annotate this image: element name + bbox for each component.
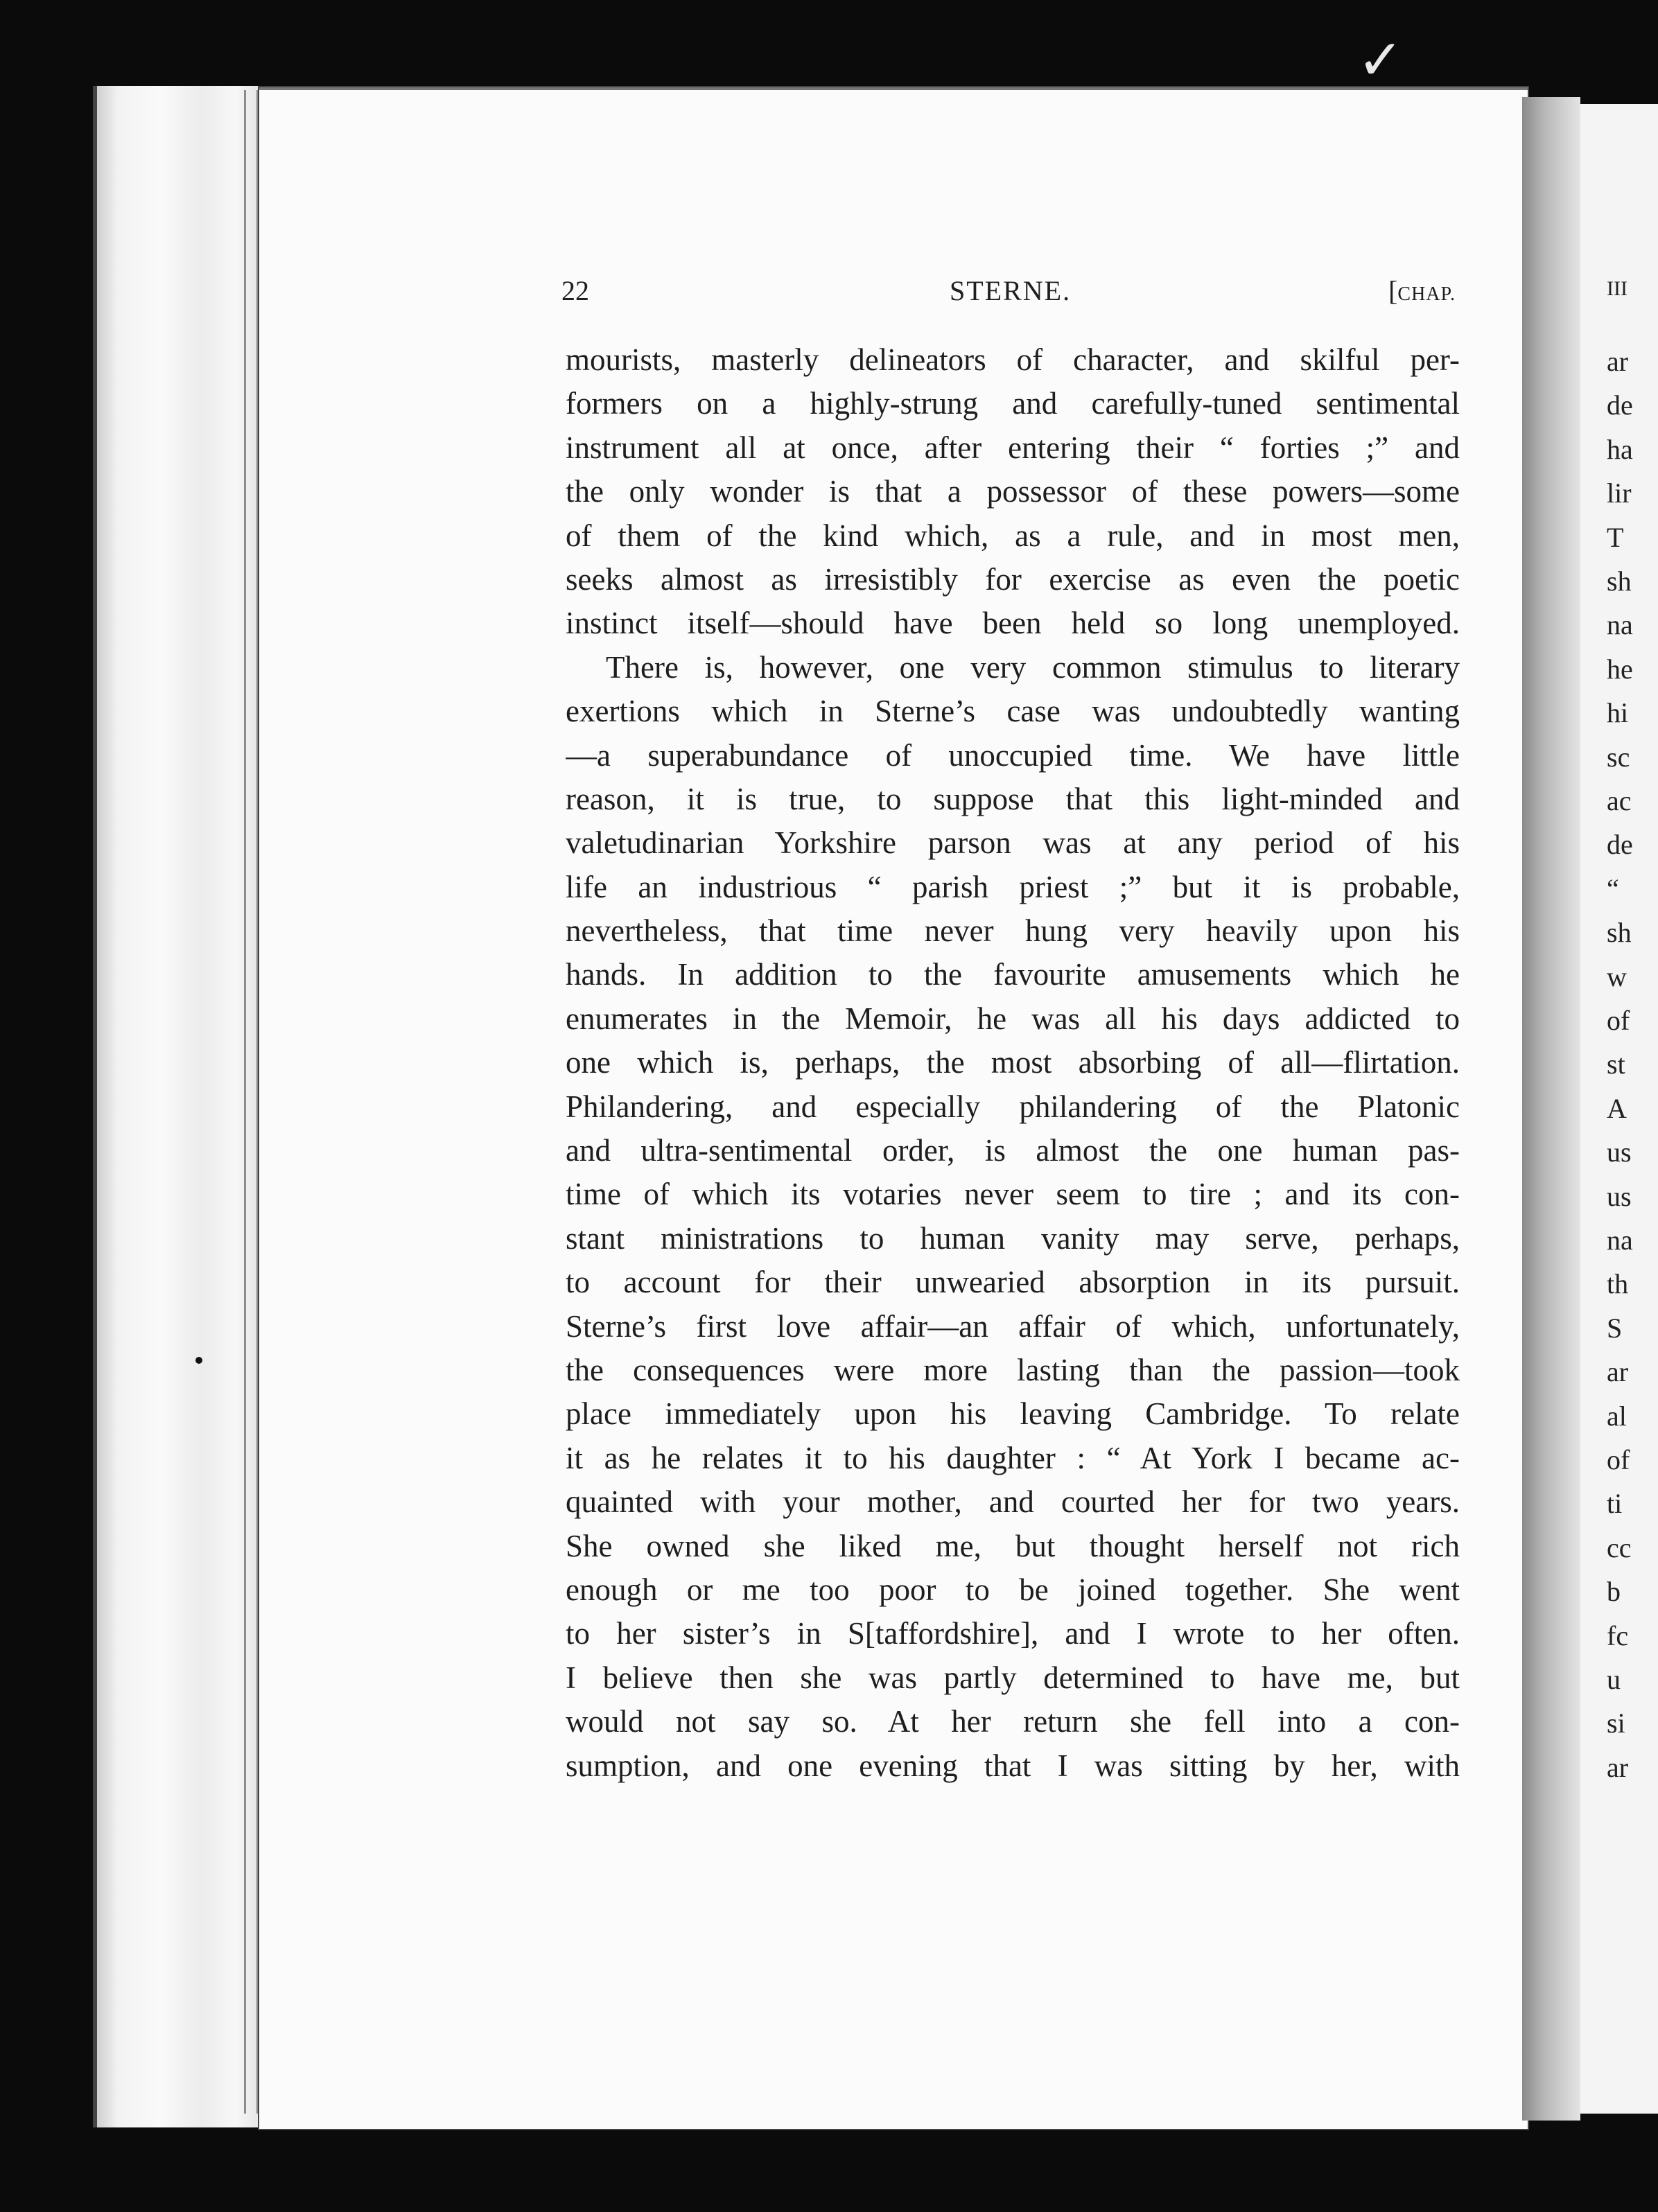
facing-page-fragment: “	[1607, 872, 1619, 904]
facing-page-header: III	[1607, 277, 1628, 300]
text-line: instrument all at once, after entering their “ forties ;” and	[566, 430, 1460, 465]
facing-page-fragment: cc	[1607, 1531, 1632, 1563]
facing-page-fragment: th	[1607, 1268, 1629, 1300]
text-line: I believe then she was partly determined to have me, but	[566, 1660, 1460, 1695]
text-line: mourists, masterly delineators of character, and skilful per-	[566, 342, 1460, 377]
page-edge-line	[256, 90, 259, 2114]
facing-page-fragment: na	[1607, 1224, 1633, 1256]
facing-page-fragment: ar	[1607, 1356, 1629, 1388]
text-line: stant ministrations to human vanity may serve, perhaps,	[566, 1220, 1460, 1256]
text-line: valetudinarian Yorkshire parson was at any period of his	[566, 825, 1460, 861]
text-line: Sterne’s first love affair—an affair of which, unfortunately,	[566, 1308, 1460, 1344]
text-line: She owned she liked me, but thought herself not rich	[566, 1528, 1460, 1563]
running-head	[561, 274, 1456, 313]
body-text	[566, 338, 1460, 1788]
text-line: exertions which in Sterne’s case was undoubtedly wanting	[566, 694, 1460, 729]
speck	[195, 1357, 202, 1364]
facing-page-fragment: T	[1607, 521, 1624, 553]
text-line: the consequences were more lasting than the passion—took	[566, 1352, 1460, 1387]
facing-page-fragment: ac	[1607, 785, 1632, 816]
facing-page-fragment: S	[1607, 1312, 1623, 1344]
facing-page-fragment: sh	[1607, 917, 1632, 949]
facing-page-fragment: of	[1607, 1444, 1630, 1475]
text-line: —a superabundance of unoccupied time. We have little	[566, 737, 1460, 773]
facing-page-fragment: b	[1607, 1576, 1621, 1608]
text-line: reason, it is true, to suppose that this light-minded and	[566, 781, 1460, 816]
facing-page-fragment: ti	[1607, 1488, 1623, 1520]
text-line: instinct itself—should have been held so long unemployed.	[566, 606, 1460, 641]
text-line: enough or me too poor to be joined together. She went	[566, 1572, 1460, 1607]
page-edge-line	[244, 90, 246, 2114]
facing-page-fragment: si	[1607, 1708, 1625, 1739]
facing-page-fragment: he	[1607, 653, 1633, 685]
text-line: seeks almost as irresistibly for exercise as even the poetic	[566, 561, 1460, 597]
facing-page-fragment: of	[1607, 1005, 1630, 1036]
facing-page-fragment: us	[1607, 1180, 1632, 1212]
facing-page-fragment: u	[1607, 1664, 1621, 1695]
text-line: it as he relates it to his daughter : “ At York I became ac-	[566, 1440, 1460, 1475]
text-line: the only wonder is that a possessor of these powers—some	[566, 474, 1460, 509]
text-line: life an industrious “ parish priest ;” but it is probable,	[566, 869, 1460, 904]
running-title: STERNE.	[950, 275, 1072, 306]
text-line: formers on a highly-strung and carefully-tuned sentimental	[566, 386, 1460, 421]
text-line: of them of the kind which, as a rule, and in most men,	[566, 518, 1460, 553]
chapter-label: CHAP.	[1397, 283, 1456, 305]
text-line: sumption, and one evening that I was sitting by her, with	[566, 1748, 1460, 1783]
facing-page-fragment: sc	[1607, 741, 1630, 773]
facing-page-fragment: na	[1607, 609, 1633, 641]
facing-page-text	[1607, 0, 1658, 2212]
text-line: enumerates in the Memoir, he was all his days addicted to	[566, 1001, 1460, 1036]
text-line: There is, however, one very common stimulus to literary	[606, 649, 1460, 685]
text-line: would not say so. At her return she fell into a con-	[566, 1704, 1460, 1739]
facing-page-fragment: A	[1607, 1092, 1627, 1124]
facing-page-fragment: de	[1607, 389, 1633, 421]
facing-page-fragment: lir	[1607, 477, 1632, 509]
page-edge-stack	[93, 86, 263, 2127]
chapter-mark	[1388, 274, 1456, 307]
text-line: place immediately upon his leaving Cambridge. To relate	[566, 1396, 1460, 1432]
chapter-bracket: [	[1388, 275, 1398, 306]
facing-page-fragment: st	[1607, 1048, 1625, 1080]
text-line: to her sister’s in S[taffordshire], and I wrote to her often.	[566, 1616, 1460, 1651]
text-line: nevertheless, that time never hung very heavily upon his	[566, 913, 1460, 949]
facing-page-fragment: ar	[1607, 346, 1629, 377]
facing-page-fragment: w	[1607, 960, 1627, 992]
text-line: quainted with your mother, and courted her for two years.	[566, 1484, 1460, 1520]
check-mark-icon: ✓	[1357, 28, 1404, 92]
page-number: 22	[561, 275, 589, 306]
text-line: and ultra-sentimental order, is almost the one human pas-	[566, 1133, 1460, 1168]
text-line: time of which its votaries never seem to tire ; and its con-	[566, 1177, 1460, 1212]
facing-page-fragment: al	[1607, 1400, 1627, 1432]
facing-page-fragment: de	[1607, 829, 1633, 861]
text-line: one which is, perhaps, the most absorbing of all—flirtation.	[566, 1045, 1460, 1080]
text-line: to account for their unwearied absorption in its pursuit.	[566, 1265, 1460, 1300]
facing-page-fragment: sh	[1607, 565, 1632, 597]
facing-page-fragment: ar	[1607, 1751, 1629, 1783]
facing-page-fragment: fc	[1607, 1620, 1629, 1651]
text-line: hands. In addition to the favourite amusements which he	[566, 957, 1460, 992]
facing-page-fragment: ha	[1607, 433, 1633, 465]
facing-page-fragment: hi	[1607, 697, 1629, 729]
text-line: Philandering, and especially philandering of the Platonic	[566, 1089, 1460, 1124]
gutter-shadow	[1522, 97, 1580, 2121]
facing-page-fragment: us	[1607, 1136, 1632, 1168]
